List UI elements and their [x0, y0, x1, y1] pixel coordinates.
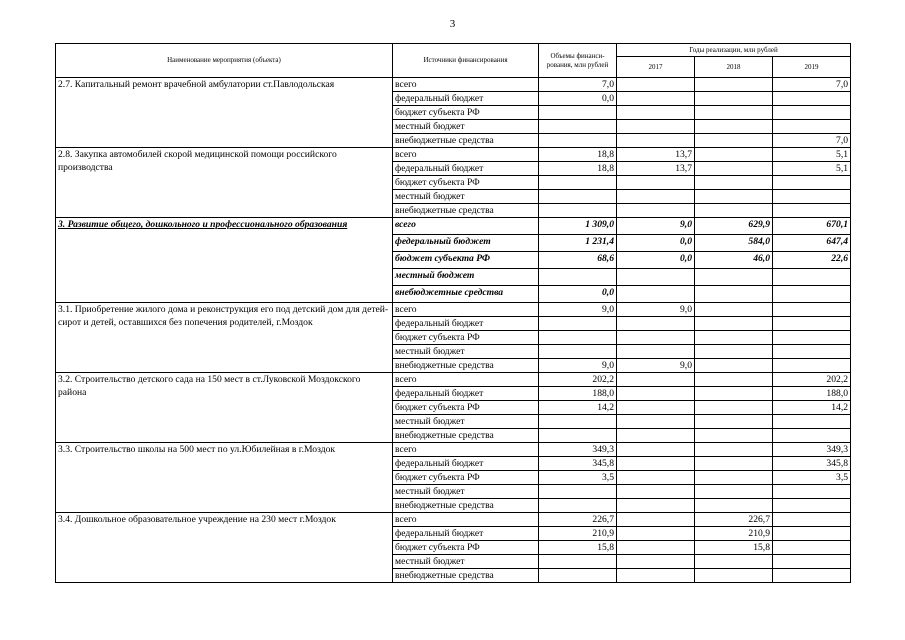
volume-value	[539, 120, 617, 134]
year-2017-value	[617, 78, 695, 92]
funding-source: местный бюджет	[393, 269, 539, 286]
year-2018-value	[695, 443, 773, 457]
volume-value: 345,8	[539, 457, 617, 471]
funding-source: внебюджетные средства	[393, 429, 539, 443]
funding-source: местный бюджет	[393, 415, 539, 429]
page-number: 3	[449, 18, 456, 30]
year-2019-value	[773, 359, 851, 373]
year-2019-value	[773, 345, 851, 359]
year-2018-value: 46,0	[695, 252, 773, 269]
year-2017-value: 9,0	[617, 359, 695, 373]
year-2018-value	[695, 78, 773, 92]
year-2017-value	[617, 317, 695, 331]
year-2019-value	[773, 485, 851, 499]
year-2017-value	[617, 331, 695, 345]
year-2019-value: 3,5	[773, 471, 851, 485]
volume-value	[539, 429, 617, 443]
year-2018-value	[695, 555, 773, 569]
year-2017-value	[617, 555, 695, 569]
year-2019-value	[773, 176, 851, 190]
year-2019-value: 202,2	[773, 373, 851, 387]
funding-source: внебюджетные средства	[393, 569, 539, 583]
year-2017-value	[617, 92, 695, 106]
table-row	[56, 373, 851, 387]
table-row	[56, 513, 851, 527]
year-2018-value	[695, 499, 773, 513]
year-2019-value	[773, 204, 851, 218]
funding-source: местный бюджет	[393, 555, 539, 569]
funding-source: всего	[393, 513, 539, 527]
header-volume: Объемы финанси-рования, млн рублей	[539, 44, 617, 78]
year-2017-value	[617, 541, 695, 555]
volume-value: 0,0	[539, 286, 617, 303]
year-2017-value	[617, 471, 695, 485]
measure-name	[56, 303, 393, 373]
volume-value	[539, 134, 617, 148]
volume-value: 68,6	[539, 252, 617, 269]
funding-source: всего	[393, 303, 539, 317]
financing-table	[55, 43, 851, 583]
volume-value: 3,5	[539, 471, 617, 485]
header-source: Источники финансирования	[393, 44, 539, 78]
year-2019-value: 7,0	[773, 134, 851, 148]
funding-source: бюджет субъекта РФ	[393, 252, 539, 269]
volume-value: 14,2	[539, 401, 617, 415]
header-years-title: Годы реализации, млн рублей	[617, 44, 851, 57]
year-2017-value: 0,0	[617, 252, 695, 269]
year-2017-value	[617, 204, 695, 218]
year-2018-value	[695, 92, 773, 106]
header-year-2017: 2017	[617, 57, 695, 78]
year-2019-value	[773, 286, 851, 303]
year-2017-value	[617, 373, 695, 387]
year-2018-value: 15,8	[695, 541, 773, 555]
volume-value	[539, 176, 617, 190]
year-2018-value: 629,9	[695, 218, 773, 235]
year-2018-value	[695, 345, 773, 359]
funding-source: бюджет субъекта РФ	[393, 471, 539, 485]
year-2018-value	[695, 286, 773, 303]
year-2017-value	[617, 527, 695, 541]
funding-source: всего	[393, 78, 539, 92]
measure-name-text: 3. Развитие общего, дошкольного и профессионального образования	[58, 219, 348, 230]
year-2017-value	[617, 286, 695, 303]
volume-value: 0,0	[539, 92, 617, 106]
funding-source: всего	[393, 148, 539, 162]
year-2019-value	[773, 269, 851, 286]
year-2017-value	[617, 269, 695, 286]
table-body	[56, 78, 851, 583]
year-2018-value	[695, 457, 773, 471]
year-2017-value	[617, 569, 695, 583]
volume-value	[539, 317, 617, 331]
volume-value	[539, 555, 617, 569]
year-2017-value	[617, 415, 695, 429]
funding-source: федеральный бюджет	[393, 92, 539, 106]
year-2017-value	[617, 457, 695, 471]
volume-value: 349,3	[539, 443, 617, 457]
volume-value	[539, 106, 617, 120]
volume-value	[539, 345, 617, 359]
volume-value	[539, 269, 617, 286]
year-2017-value	[617, 106, 695, 120]
funding-source: всего	[393, 443, 539, 457]
year-2018-value	[695, 106, 773, 120]
volume-value: 1 231,4	[539, 235, 617, 252]
year-2017-value	[617, 176, 695, 190]
year-2018-value	[695, 120, 773, 134]
year-2018-value	[695, 359, 773, 373]
funding-source: всего	[393, 218, 539, 235]
year-2018-value	[695, 162, 773, 176]
measure-name-text: 3.1. Приобретение жилого дома и реконструкция его под детский дом для детей-сирот и детей, оставшихся без попечения родителей, г.Моздок	[58, 304, 389, 328]
funding-source: внебюджетные средства	[393, 204, 539, 218]
table-row	[56, 148, 851, 162]
year-2017-value	[617, 429, 695, 443]
volume-value	[539, 190, 617, 204]
table-row	[56, 443, 851, 457]
funding-source: федеральный бюджет	[393, 317, 539, 331]
funding-source: федеральный бюджет	[393, 527, 539, 541]
volume-value: 15,8	[539, 541, 617, 555]
volume-value: 202,2	[539, 373, 617, 387]
volume-value: 18,8	[539, 148, 617, 162]
year-2019-value: 349,3	[773, 443, 851, 457]
measure-name-text: 2.7. Капитальный ремонт врачебной амбулатории ст.Павлодольская	[58, 79, 335, 90]
volume-value: 9,0	[539, 359, 617, 373]
volume-value	[539, 499, 617, 513]
year-2019-value	[773, 106, 851, 120]
measure-name	[56, 78, 393, 148]
year-2017-value	[617, 134, 695, 148]
year-2019-value	[773, 415, 851, 429]
volume-value	[539, 204, 617, 218]
measure-name-text: 2.8. Закупка автомобилей скорой медицинской помощи российского производства	[58, 149, 337, 173]
year-2019-value: 14,2	[773, 401, 851, 415]
funding-source: всего	[393, 373, 539, 387]
year-2019-value	[773, 120, 851, 134]
year-2017-value	[617, 387, 695, 401]
measure-name-text: 3.2. Строительство детского сада на 150 мест в ст.Луковской Моздокского района	[58, 374, 361, 398]
year-2019-value	[773, 541, 851, 555]
year-2019-value: 5,1	[773, 162, 851, 176]
volume-value: 188,0	[539, 387, 617, 401]
year-2018-value	[695, 471, 773, 485]
year-2019-value	[773, 190, 851, 204]
volume-value	[539, 485, 617, 499]
year-2018-value	[695, 303, 773, 317]
volume-value: 1 309,0	[539, 218, 617, 235]
measure-name	[56, 218, 393, 303]
year-2018-value: 226,7	[695, 513, 773, 527]
funding-source: федеральный бюджет	[393, 235, 539, 252]
year-2017-value	[617, 485, 695, 499]
volume-value: 210,9	[539, 527, 617, 541]
year-2018-value	[695, 148, 773, 162]
year-2018-value	[695, 317, 773, 331]
year-2018-value	[695, 269, 773, 286]
funding-source: бюджет субъекта РФ	[393, 401, 539, 415]
year-2017-value: 0,0	[617, 235, 695, 252]
funding-source: бюджет субъекта РФ	[393, 106, 539, 120]
measure-name	[56, 148, 393, 218]
table-row	[56, 218, 851, 235]
year-2018-value	[695, 429, 773, 443]
funding-source: федеральный бюджет	[393, 387, 539, 401]
year-2018-value	[695, 134, 773, 148]
measure-name	[56, 513, 393, 583]
year-2017-value: 9,0	[617, 218, 695, 235]
volume-value	[539, 415, 617, 429]
year-2017-value	[617, 120, 695, 134]
measure-name	[56, 373, 393, 443]
funding-source: федеральный бюджет	[393, 162, 539, 176]
year-2017-value: 13,7	[617, 148, 695, 162]
measure-name-text: 3.3. Строительство школы на 500 мест по ул.Юбилейная в г.Моздок	[58, 444, 336, 455]
year-2019-value: 188,0	[773, 387, 851, 401]
year-2019-value: 7,0	[773, 78, 851, 92]
measure-name	[56, 443, 393, 513]
year-2018-value	[695, 373, 773, 387]
funding-source: федеральный бюджет	[393, 457, 539, 471]
header-year-2018: 2018	[695, 57, 773, 78]
volume-value	[539, 569, 617, 583]
year-2017-value	[617, 513, 695, 527]
year-2018-value: 210,9	[695, 527, 773, 541]
year-2019-value	[773, 303, 851, 317]
year-2019-value	[773, 555, 851, 569]
table-row	[56, 78, 851, 92]
year-2019-value: 345,8	[773, 457, 851, 471]
year-2018-value	[695, 415, 773, 429]
year-2018-value	[695, 485, 773, 499]
funding-source: бюджет субъекта РФ	[393, 176, 539, 190]
year-2018-value: 584,0	[695, 235, 773, 252]
year-2019-value	[773, 527, 851, 541]
year-2019-value: 647,4	[773, 235, 851, 252]
year-2019-value	[773, 569, 851, 583]
volume-value: 18,8	[539, 162, 617, 176]
volume-value: 7,0	[539, 78, 617, 92]
year-2017-value	[617, 345, 695, 359]
year-2017-value	[617, 443, 695, 457]
funding-source: местный бюджет	[393, 190, 539, 204]
funding-source: внебюджетные средства	[393, 359, 539, 373]
funding-source: бюджет субъекта РФ	[393, 331, 539, 345]
funding-source: внебюджетные средства	[393, 286, 539, 303]
funding-source: местный бюджет	[393, 345, 539, 359]
year-2018-value	[695, 401, 773, 415]
year-2019-value	[773, 513, 851, 527]
year-2018-value	[695, 190, 773, 204]
year-2019-value	[773, 429, 851, 443]
year-2019-value: 670,1	[773, 218, 851, 235]
funding-source: внебюджетные средства	[393, 134, 539, 148]
year-2017-value	[617, 401, 695, 415]
year-2017-value	[617, 499, 695, 513]
year-2017-value: 9,0	[617, 303, 695, 317]
header-name: Наименование мероприятия (объекта)	[56, 44, 393, 78]
funding-source: бюджет субъекта РФ	[393, 541, 539, 555]
funding-source: местный бюджет	[393, 485, 539, 499]
year-2018-value	[695, 204, 773, 218]
year-2019-value	[773, 331, 851, 345]
volume-value: 9,0	[539, 303, 617, 317]
year-2018-value	[695, 176, 773, 190]
measure-name-text: 3.4. Дошкольное образовательное учреждение на 230 мест г.Моздок	[58, 514, 336, 525]
year-2019-value: 22,6	[773, 252, 851, 269]
funding-source: местный бюджет	[393, 120, 539, 134]
table-row	[56, 303, 851, 317]
year-2018-value	[695, 387, 773, 401]
year-2017-value: 13,7	[617, 162, 695, 176]
funding-source: внебюджетные средства	[393, 499, 539, 513]
year-2017-value	[617, 190, 695, 204]
volume-value	[539, 331, 617, 345]
year-2019-value	[773, 317, 851, 331]
year-2018-value	[695, 569, 773, 583]
year-2018-value	[695, 331, 773, 345]
year-2019-value: 5,1	[773, 148, 851, 162]
volume-value: 226,7	[539, 513, 617, 527]
year-2019-value	[773, 499, 851, 513]
header-year-2019: 2019	[773, 57, 851, 78]
year-2019-value	[773, 92, 851, 106]
